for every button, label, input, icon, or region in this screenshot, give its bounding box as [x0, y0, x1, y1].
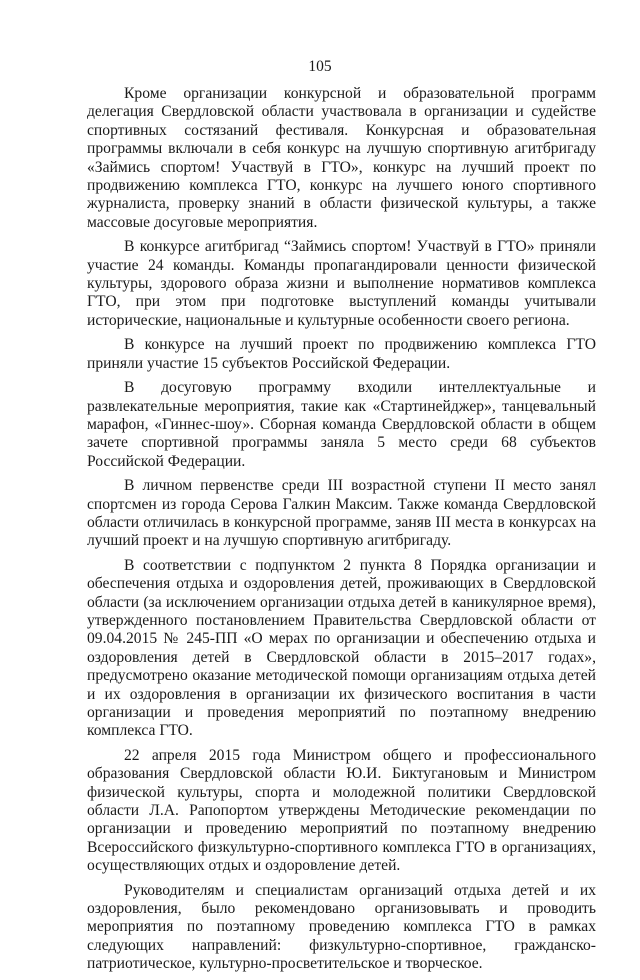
paragraph-leisure-program: В досуговую программу входили интеллектуальные и развлекательные мероприятия, такие как «Стартинейджер», танцевальный марафон, «Гиннес-шоу». Сборная команда Свердловской области в общем зачете спортивной программы заняла 5 место среди 68 субъектов Российской Федерации.	[87, 379, 596, 470]
paragraph-individual-results: В личном первенстве среди III возрастной ступени II место занял спортсмен из города Серова Галкин Максим. Также команда Свердловской области отличилась в конкурсной программе, заняв III места в конкурсах на лучший проект и на лучшую спортивную агитбригаду.	[87, 477, 596, 550]
paragraph-festival-programs: Кроме организации конкурсной и образовательной программ делегация Свердловской области участвовала в организации и судействе спортивных состязаний фестиваля. Конкурсная и образовательная программы включали в себя конкурс на лучшую спортивную агитбригаду «Займись спортом! Участвуй в ГТО», конкурс на лучший проект по продвижению комплекса ГТО, конкурс на лучшего юного спортивного журналиста, проверку знаний в области физической культуры, а также массовые досуговые мероприятия.	[87, 85, 596, 231]
paragraph-regulation: В соответствии с подпунктом 2 пункта 8 Порядка организации и обеспечения отдыха и оздоровления детей, проживающих в Свердловской области (за исключением организации отдыха детей в каникулярное время), утвержденного постановлением Правительства Свердловской области от 09.04.2015 № 245-ПП «О мерах по организации и обеспечению отдыха и оздоровления детей в Свердловской области в 2015–2017 годах», предусмотрено оказание методической помощи организациям отдыха детей и их оздоровления в организации их физического воспитания в части организации и проведения мероприятий по поэтапному внедрению комплекса ГТО.	[87, 556, 596, 740]
page-number: 105	[308, 58, 332, 75]
document-body	[87, 85, 596, 980]
paragraph-project-contest: В конкурсе на лучший проект по продвижению комплекса ГТО приняли участие 15 субъектов Российской Федерации.	[87, 336, 596, 372]
paragraph-methodical-recommendations: 22 апреля 2015 года Министром общего и профессионального образования Свердловской области Ю.И. Биктугановым и Министром физической культуры, спорта и молодежной политики Свердловской области Л.А. Рапопортом утверждены Методические рекомендации по организации и проведению мероприятий по поэтапному внедрению Всероссийского физкультурно-спортивного комплекса ГТО в организациях, осуществляющих отдых и оздоровление детей.	[87, 746, 596, 875]
paragraph-agitbrigade-contest: В конкурсе агитбригад “Займись спортом! Участвуй в ГТО» приняли участие 24 команды. Команды пропагандировали ценности физической культуры, здорового образа жизни и выполнение нормативов комплекса ГТО, при этом при подготовке выступлений команды учитывали исторические, национальные и культурные особенности своего региона.	[87, 238, 596, 329]
paragraph-directions: Руководителям и специалистам организаций отдыха детей и их оздоровления, было рекомендовано организовывать и проводить мероприятия по поэтапному проведению комплекса ГТО в рамках следующих направлений: физкультурно-спортивное, гражданско-патриотическое, культурно-просветительское и творческое.	[87, 881, 596, 973]
